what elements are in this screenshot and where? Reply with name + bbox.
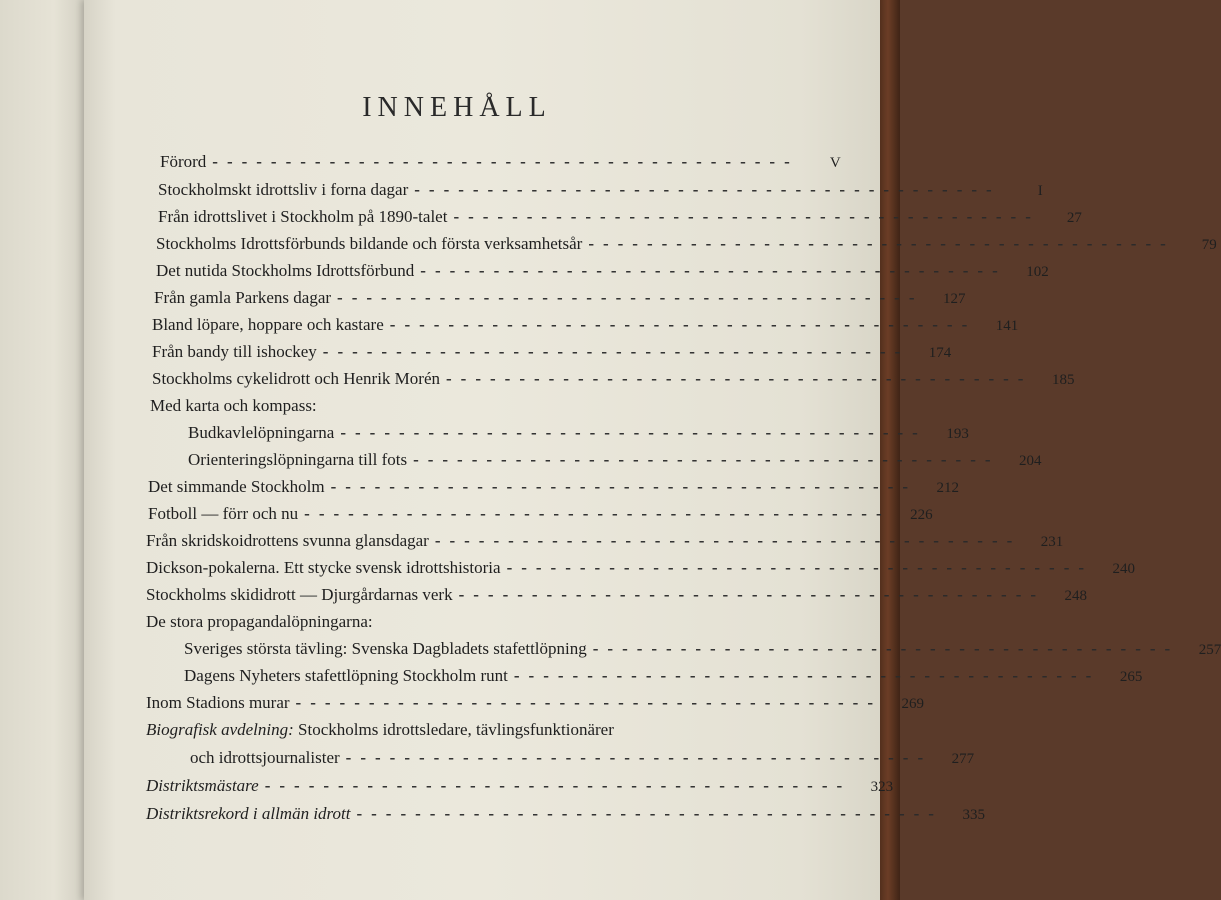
dot-leader: ---------------------------------------- — [264, 776, 852, 795]
toc-entry-title — [190, 748, 340, 768]
toc-entry — [184, 639, 1221, 659]
toc-page-number: 141 — [995, 318, 1019, 334]
dot-leader: ---------------------------------------- — [330, 477, 918, 496]
toc-entry — [146, 693, 924, 713]
toc-entry-title — [154, 288, 331, 308]
toc-entry — [188, 423, 969, 443]
dot-leader: ---------------------------------------- — [414, 180, 1001, 199]
dot-leader: ---------------------------------------- — [304, 504, 891, 523]
toc-entry-text: Dickson-pokalerna. Ett stycke svensk idrottshistoria — [146, 558, 501, 577]
toc-entry-title — [158, 180, 408, 200]
toc-entry-title — [188, 423, 334, 443]
toc-page-number: 27 — [1066, 210, 1082, 226]
toc-entry-text: Inom Stadions murar — [146, 693, 290, 712]
toc-entry-italic-title: Biografisk avdelning: — [146, 720, 294, 739]
toc-entry — [146, 720, 752, 740]
toc-entry-italic-title: Distriktsrekord i allmän idrott — [146, 804, 351, 823]
dot-leader: ---------------------------------------- — [453, 207, 1040, 226]
toc-entry — [156, 234, 1217, 254]
dot-leader: ---------------------------------------- — [340, 423, 927, 442]
toc-page-number: 193 — [946, 426, 969, 442]
toc-entry-italic-title: Distriktsmästare — [146, 776, 259, 795]
dot-leader: ---------------------------------------- — [434, 531, 1022, 550]
toc-entry-text: Stockholms skididrott — Djurgårdarnas verk — [146, 585, 453, 604]
toc-entry-title — [152, 369, 440, 389]
toc-page-number: I — [1037, 183, 1043, 199]
toc-entry-title — [148, 477, 325, 497]
toc-entry — [146, 531, 1064, 551]
toc-entry-title — [146, 804, 350, 824]
toc-entry-text: Från skridskoidrottens svunna glansdagar — [146, 531, 429, 550]
dot-leader: ---------------------------------------- — [345, 748, 933, 767]
toc-entry — [148, 477, 960, 497]
toc-entry-text: Dagens Nyheters stafettlöpning Stockholm runt — [184, 666, 508, 685]
toc-page-number: 102 — [1026, 264, 1049, 280]
toc-entry-title — [184, 666, 508, 686]
toc-entry-text: Stockholms Idrottsförbunds bildande och första verksamhetsår — [156, 234, 583, 253]
toc-entry-text: Stockholms idrottsledare, tävlingsfunktionärer — [293, 720, 614, 739]
toc-entry-text: Från idrottslivet i Stockholm på 1890-talet — [158, 207, 448, 226]
toc-page-number: 269 — [901, 696, 924, 712]
toc-page-number: 323 — [870, 779, 894, 795]
toc-entry-title — [184, 639, 587, 659]
toc-entry — [160, 152, 841, 172]
toc-entry-title — [188, 450, 407, 470]
toc-entry — [188, 450, 1042, 470]
dot-leader: ---------------------------------------- — [458, 585, 1046, 604]
toc-entry-text: Orienteringslöpningarna till fots — [188, 450, 408, 469]
toc-entry — [184, 666, 1143, 686]
dot-leader: ---------------------------------------- — [592, 639, 1180, 658]
toc-entry — [152, 369, 1075, 389]
toc-entry — [190, 748, 975, 768]
toc-entry — [146, 558, 1136, 578]
dot-leader: ---------------------------------------- — [322, 342, 910, 361]
toc-entry — [146, 804, 985, 824]
toc-entry-title — [156, 234, 582, 254]
toc-entry-title — [146, 558, 501, 578]
toc-entry — [148, 504, 933, 524]
toc-page-number: 248 — [1064, 588, 1088, 604]
toc-entry-title — [158, 207, 447, 227]
toc-page-number: 265 — [1119, 669, 1143, 685]
toc-entry-title — [146, 585, 453, 605]
toc-page-number: 174 — [928, 345, 952, 361]
toc-entry-text: Det nutida Stockholms Idrottsförbund — [156, 261, 415, 280]
dot-leader: ---------------------------------------- — [446, 369, 1033, 388]
toc-entry-text: Budkavlelöpningarna — [188, 423, 335, 442]
toc-entry-text: Från gamla Parkens dagar — [154, 288, 332, 307]
toc-entry-title — [148, 504, 298, 524]
toc-page-number: V — [829, 155, 841, 171]
toc-page-number: 335 — [962, 807, 985, 823]
dot-leader: ---------------------------------------- — [506, 558, 1094, 577]
dot-leader: ---------------------------------------- — [212, 152, 799, 171]
toc-entry-title — [150, 396, 317, 416]
toc-page-number: 277 — [951, 751, 975, 767]
toc-entry — [158, 180, 1043, 200]
toc-entry-title — [156, 261, 414, 281]
toc-entry — [156, 261, 1049, 281]
toc-entry-text: och idrottsjournalister — [190, 748, 340, 767]
toc-entry — [158, 207, 1082, 227]
toc-page-number: 212 — [936, 480, 960, 496]
toc-page-number: 185 — [1051, 372, 1075, 388]
toc-entry-title — [146, 776, 259, 796]
toc-page-number: 79 — [1201, 237, 1217, 253]
dot-leader: ---------------------------------------- — [356, 804, 943, 823]
toc-entry-text: Sveriges största tävling: Svenska Dagbladets stafettlöpning — [184, 639, 587, 658]
toc-entry-text: De stora propagandalöpningarna: — [146, 612, 373, 631]
toc-entry — [152, 315, 1019, 335]
toc-entry — [146, 776, 894, 796]
toc-entry-text: Det simmande Stockholm — [148, 477, 325, 496]
toc-entry-title — [160, 152, 206, 172]
toc-entry-text: Med karta och kompass: — [150, 396, 317, 415]
dot-leader: ---------------------------------------- — [513, 666, 1101, 685]
toc-entry-title — [146, 693, 290, 713]
toc-page-number: 240 — [1112, 561, 1136, 577]
toc-entry — [146, 612, 752, 632]
toc-entry-text: Från bandy till ishockey — [152, 342, 317, 361]
dot-leader: ---------------------------------------- — [420, 261, 1007, 280]
toc-entry-text: Fotboll — förr och nu — [148, 504, 299, 523]
dot-leader: ---------------------------------------- — [588, 234, 1175, 253]
toc-entry-title — [146, 531, 429, 551]
toc-entry-title — [146, 720, 614, 740]
toc-page-number: 257 — [1198, 642, 1221, 658]
toc-entry-text: Bland löpare, hoppare och kastare — [152, 315, 384, 334]
toc-entry-title — [152, 342, 317, 362]
toc-entry-title — [146, 612, 373, 632]
toc-page-number: 204 — [1019, 453, 1042, 469]
toc-entry — [146, 585, 1088, 605]
toc-entry-text: Förord — [160, 152, 207, 171]
dot-leader: ---------------------------------------- — [295, 693, 882, 712]
toc-page-number: 226 — [910, 507, 933, 523]
toc-page-number: 127 — [942, 291, 966, 307]
toc-entry — [150, 396, 752, 416]
toc-entry-text: Stockholmskt idrottsliv i forna dagar — [158, 180, 409, 199]
dot-leader: ---------------------------------------- — [389, 315, 977, 334]
page-title: INNEHÅLL — [362, 92, 552, 123]
toc-entry-title — [152, 315, 384, 335]
dot-leader: ---------------------------------------- — [413, 450, 1000, 469]
toc-entry — [154, 288, 966, 308]
toc-entry — [152, 342, 952, 362]
dot-leader: ---------------------------------------- — [337, 288, 924, 307]
toc-entry-text: Stockholms cykelidrott och Henrik Morén — [152, 369, 441, 388]
toc-page-number: 231 — [1040, 534, 1064, 550]
